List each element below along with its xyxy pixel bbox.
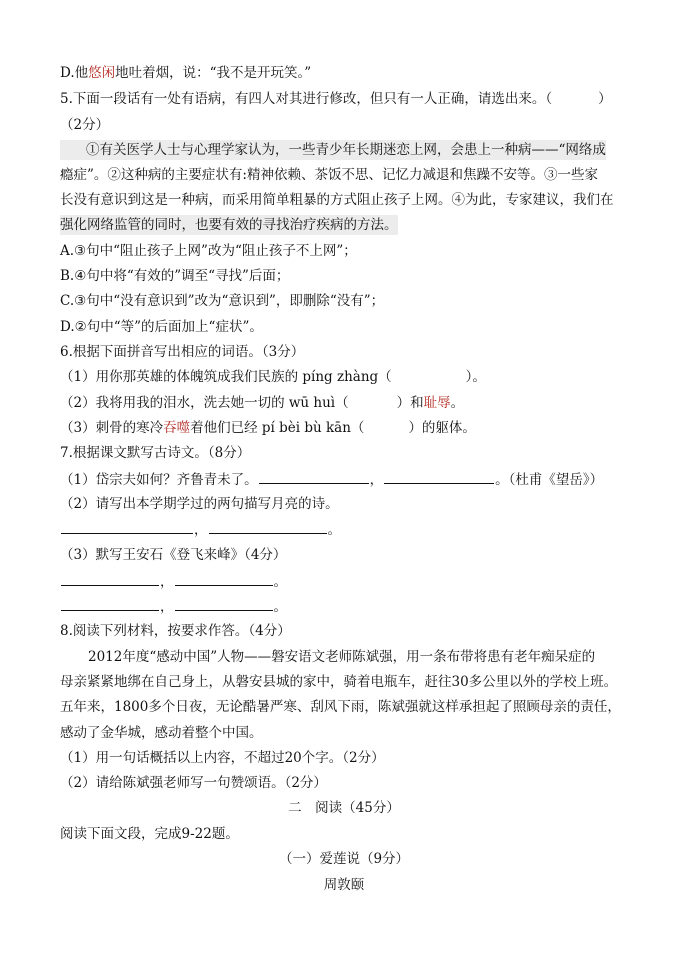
answer-line[interactable] bbox=[259, 469, 369, 484]
section-heading: 二 阅读（45分） bbox=[288, 800, 400, 816]
q5-option-d: D.②句中“等”的后面加上“症状”。 bbox=[60, 319, 263, 335]
q8-item-1: （1）用一句话概括以上内容，不超过20个字。（2分） bbox=[60, 750, 385, 766]
answer-line[interactable] bbox=[61, 519, 193, 534]
passage-author: 周敦颐 bbox=[323, 877, 365, 893]
passage-title: （一）爱莲说（9分） bbox=[278, 851, 410, 867]
q8-stem: 8.阅读下列材料，按要求作答。（4分） bbox=[60, 623, 291, 639]
q6-item-3: （3）刺骨的寒冷吞噬着他们已经 pí bèi bù kān（ ）的躯体。 bbox=[60, 420, 476, 436]
q5-option-b: B.④句中将“有效的”调至“寻找”后面； bbox=[60, 268, 290, 284]
answer-line[interactable] bbox=[175, 571, 273, 586]
q7-item-3: （3）默写王安石《登飞来峰》（4分） bbox=[60, 547, 287, 563]
q7-item-2-answer: ， 。 bbox=[60, 519, 341, 540]
q8-passage-line-1: 2012年度“感动中国”人物——磐安语文老师陈斌强，用一条布带将患有老年痴呆症的 bbox=[88, 649, 596, 665]
highlighted-word: 耻辱 bbox=[423, 395, 451, 411]
q6-stem: 6.根据下面拼音写出相应的词语。（3分） bbox=[60, 344, 305, 360]
q5-passage-line-2: 瘾症”。②这种病的主要症状有:精神依赖、茶饭不思、记忆力减退和焦躁不安等。③一些家 bbox=[60, 167, 598, 183]
q5-option-a: A.③句中“阻止孩子上网”改为“阻止孩子不上网”； bbox=[60, 243, 357, 259]
highlighted-word: 悠闲 bbox=[88, 65, 116, 81]
answer-line[interactable] bbox=[61, 596, 159, 611]
q8-passage-line-2: 母亲紧紧地绑在自己身上，从磐安县城的家中，骑着电瓶车，赶往30多公里以外的学校上班。 bbox=[60, 674, 618, 690]
highlighted-word: 吞噬 bbox=[163, 420, 191, 436]
q4-option-d: D.他悠闲地吐着烟，说：“我不是开玩笑。” bbox=[60, 65, 312, 81]
q8-item-2: （2）请给陈斌强老师写一句赞颂语。（2分） bbox=[60, 775, 327, 791]
answer-line[interactable] bbox=[209, 519, 327, 534]
q7-item-1: （1）岱宗夫如何？齐鲁青未了。 ， 。（杜甫《望岳》） bbox=[60, 469, 603, 490]
q6-item-1: （1）用你那英雄的体魄筑成我们民族的 píng zhàng（ ）。 bbox=[60, 369, 486, 385]
q7-item-3-answer-1: ， 。 bbox=[60, 571, 287, 592]
q8-passage-line-4: 感动了金华城，感动着整个中国。 bbox=[60, 725, 263, 741]
q5-passage-line-3: 长没有意识到这是一种病，而采用简单粗暴的方式阻止孩子上网。④为此，专家建议，我们在 bbox=[60, 192, 614, 208]
q7-item-2: （2）请写出本学期学过的两句描写月亮的诗。 bbox=[60, 496, 339, 512]
answer-line[interactable] bbox=[384, 469, 494, 484]
q5-option-c: C.③句中“没有意识到”改为“意识到”，即删除“没有”； bbox=[60, 293, 385, 309]
q8-passage-line-3: 五年来，1800多个日夜，无论酷暑严寒、刮风下雨，陈斌强就这样承担起了照顾母亲的责任， bbox=[60, 699, 621, 715]
section-instruction: 阅读下面文段，完成9-22题。 bbox=[60, 826, 239, 842]
q7-item-3-answer-2: ， 。 bbox=[60, 596, 287, 617]
q5-score: （2分） bbox=[60, 117, 110, 133]
q5-passage-line-4: 强化网络监管的同时，也要有效的寻找治疗疾病的方法。 bbox=[60, 217, 398, 233]
q5-passage-line-1: ①有关医学人士与心理学家认为，一些青少年长期迷恋上网，会患上一种病——“网络成 bbox=[60, 140, 606, 160]
answer-line[interactable] bbox=[175, 596, 273, 611]
answer-line[interactable] bbox=[61, 571, 159, 586]
q5-stem: 5.下面一段话有一处有语病，有四人对其进行修改，但只有一人正确，请选出来。（ ） bbox=[60, 91, 612, 107]
q7-stem: 7.根据课文默写古诗文。（8分） bbox=[60, 445, 251, 461]
q6-item-2: （2）我将用我的泪水，洗去她一切的 wū huì（ ）和耻辱。 bbox=[60, 395, 465, 411]
